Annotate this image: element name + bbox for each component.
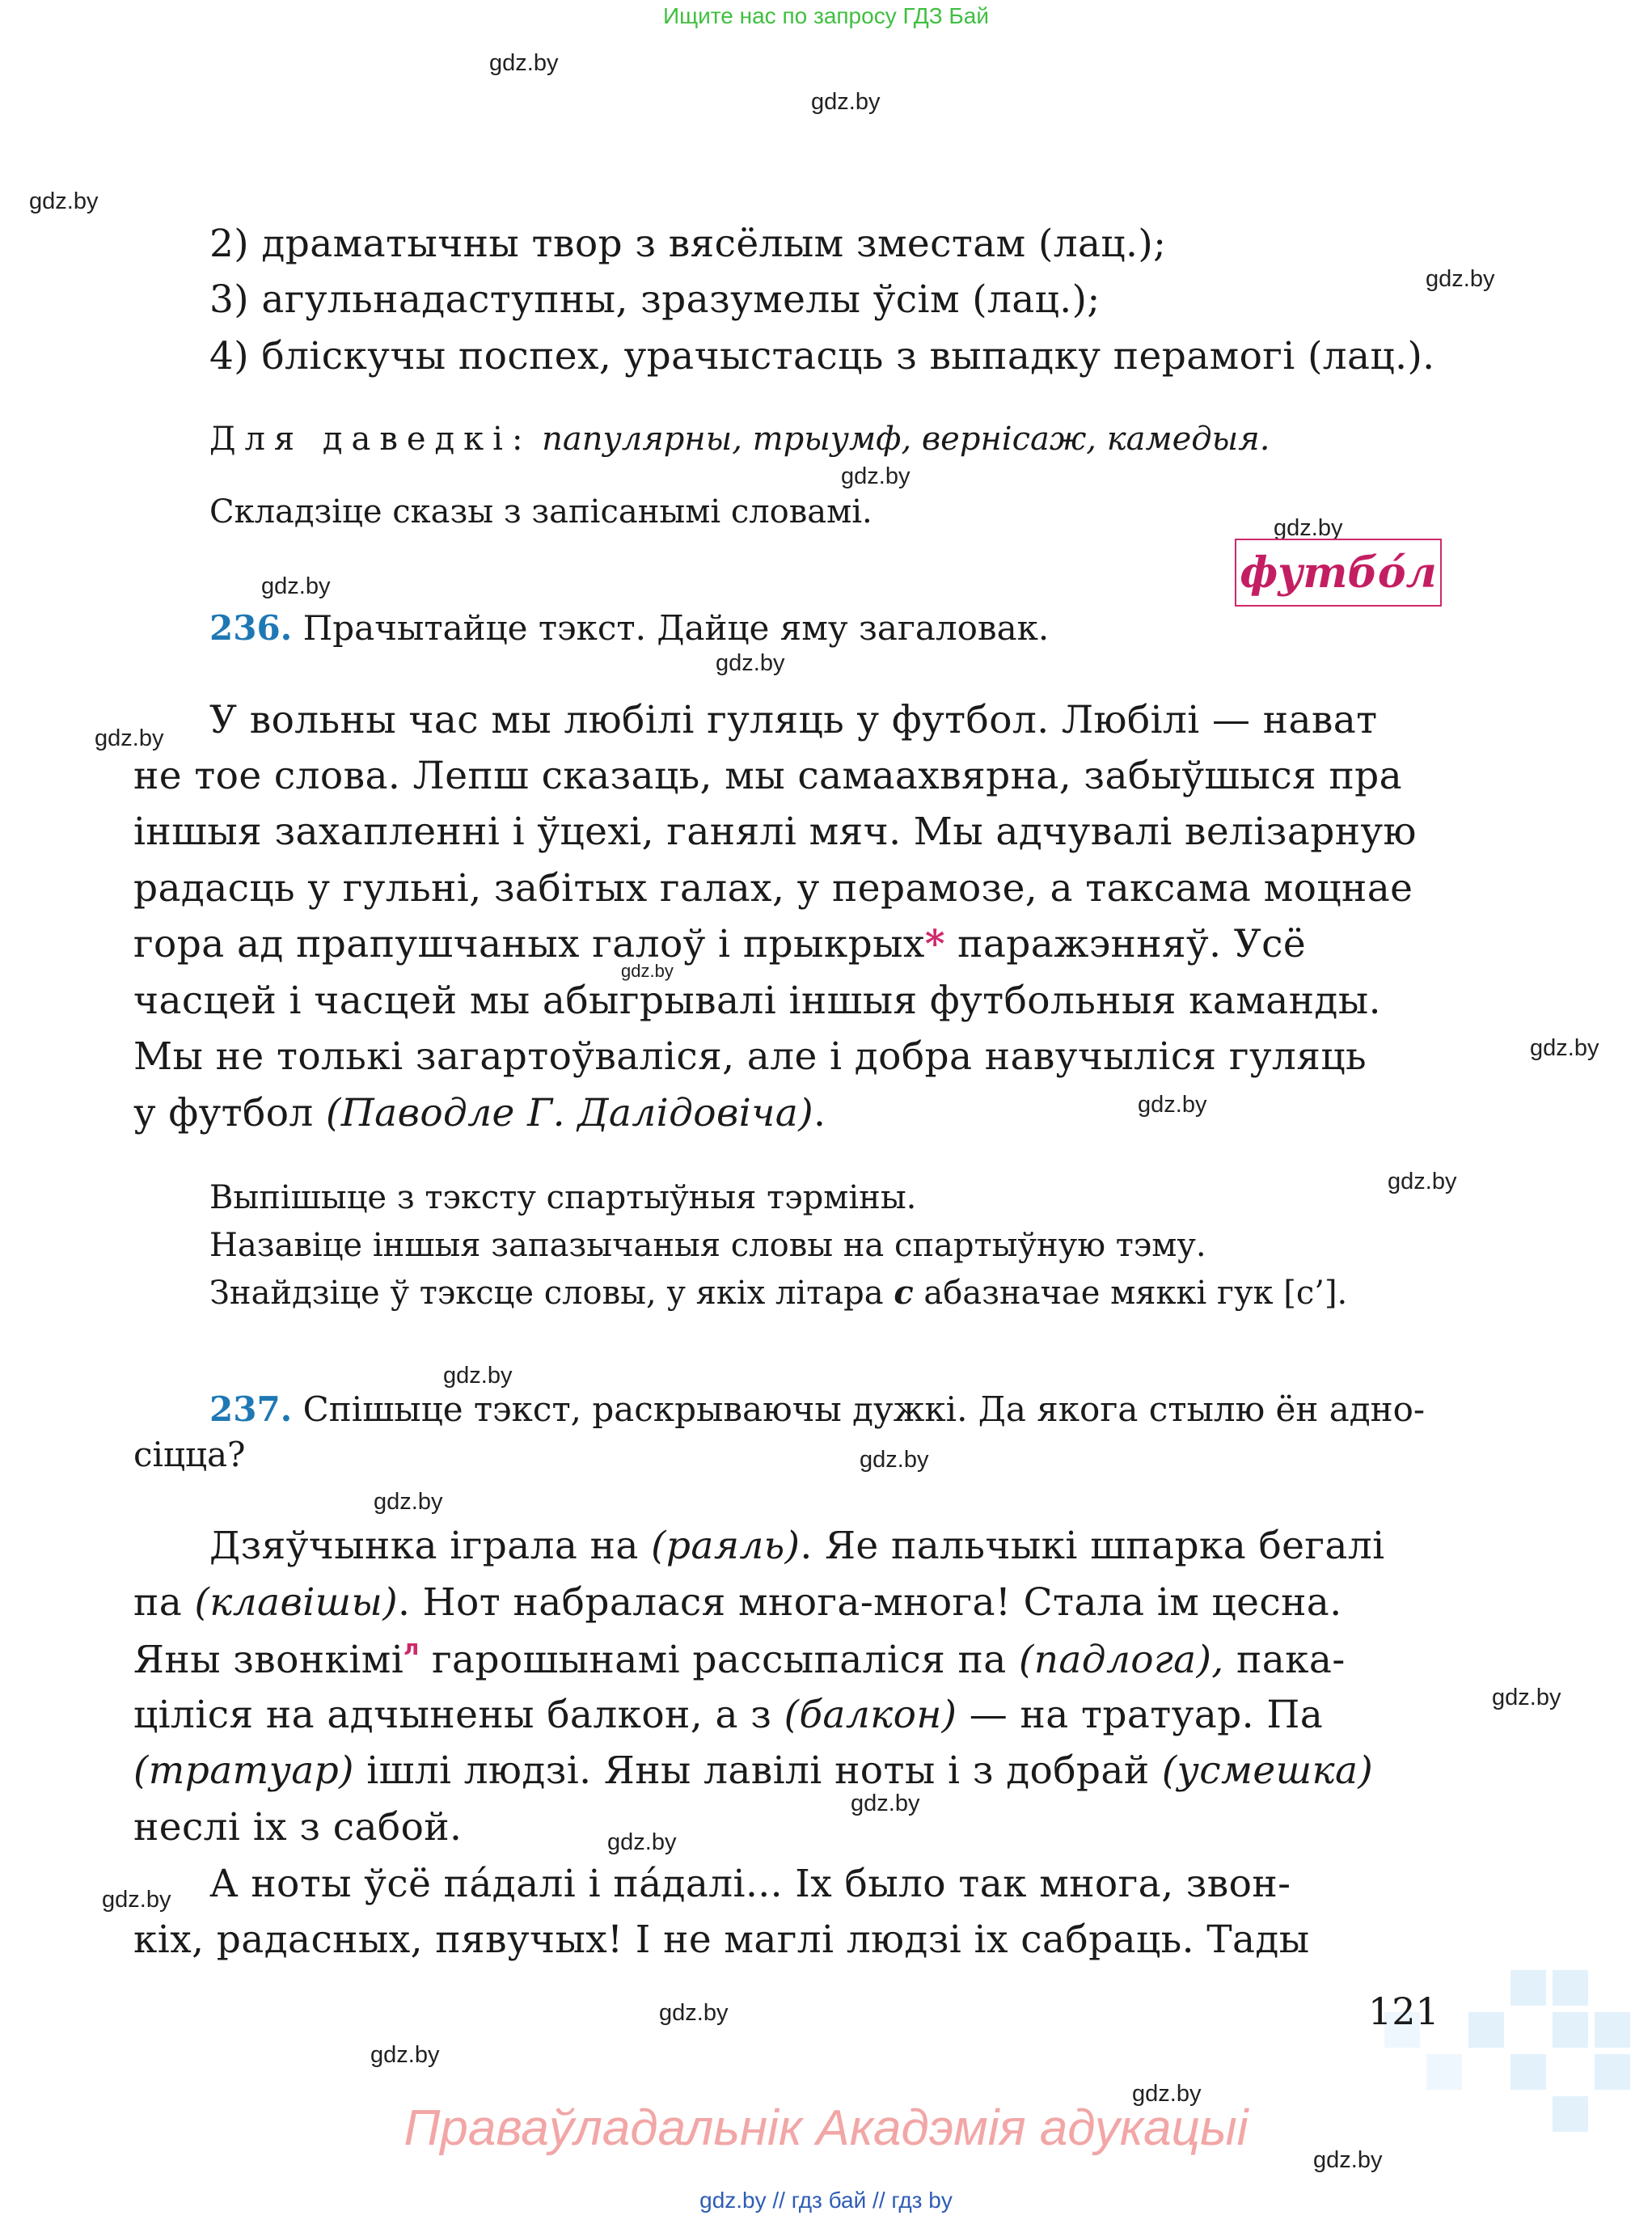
watermark: gdz.by: [851, 1791, 920, 1816]
ex236-text-line: не тое слова. Лепш сказаць, мы самаахвярна, забыўшыся пра: [133, 754, 1403, 798]
ex237-text-line: [133, 1580, 1342, 1625]
instruction-235: Складзіце сказы з запісанымі словамі.: [209, 493, 872, 531]
ex236-text-part: у футбол: [133, 1091, 327, 1135]
ex236-text-line: іншыя захапленні і ўцехі, ганялі мяч. Мы адчувалі велізарную: [133, 810, 1417, 854]
ex237-text-line: кіх, радасных, пявучых! І не маглі людзі іх сабраць. Тады: [133, 1917, 1310, 1962]
bracketed-word: (клавішы): [194, 1580, 398, 1625]
ex237-task: Спішыце тэкст, раскрываючы дужкі. Да якога стылю ён адно-: [302, 1389, 1426, 1429]
watermark: gdz.by: [716, 650, 785, 676]
watermark: gdz.by: [261, 573, 331, 599]
decor-square: [1426, 2054, 1462, 2090]
watermark: gdz.by: [659, 2000, 729, 2026]
watermark: gdz.by: [1274, 515, 1343, 541]
bracketed-word: (балкон): [784, 1693, 957, 1737]
watermark: gdz.by: [811, 89, 881, 115]
ex236-task-part: абазначае мяккі гук [с’].: [913, 1275, 1348, 1312]
ex236-task: Прачытайце тэкст. Дайце яму загаловак.: [302, 608, 1050, 648]
decor-square: [1595, 2012, 1630, 2048]
ex237-heading: [209, 1389, 1425, 1429]
reference-words: папулярны, трыумф, вернісаж, камедыя.: [542, 421, 1270, 458]
watermark: gdz.by: [621, 961, 674, 981]
watermark: gdz.by: [1132, 2081, 1202, 2107]
watermark: gdz.by: [1388, 1169, 1457, 1194]
ex236-text-part: гора ад прапушчаных галоў і прыкрых: [133, 922, 925, 966]
ex236-task-line: [209, 1274, 1347, 1312]
decor-square: [1468, 2012, 1504, 2048]
watermark: gdz.by: [370, 2042, 440, 2068]
watermark: gdz.by: [1426, 266, 1495, 292]
ex236-text-line: [133, 922, 1306, 966]
ex236-task-line: Выпішыце з тэксту спартыўныя тэрміны.: [209, 1179, 917, 1216]
watermark: gdz.by: [841, 463, 911, 489]
decor-square: [1510, 2054, 1546, 2090]
ex236-text-line: Мы не толькі загартоўваліся, але і добра навучыліся гуляць: [133, 1034, 1367, 1079]
watermark: gdz.by: [1138, 1092, 1207, 1118]
ex237-text-line: неслі іх з сабой.: [133, 1805, 463, 1850]
ex237-text-part: — на тратуар. Па: [957, 1693, 1324, 1737]
watermark: gdz.by: [443, 1363, 513, 1389]
top-banner: Ищите нас по запросу ГДЗ Бай: [662, 3, 990, 28]
reference-line: [209, 421, 1270, 458]
copyright-notice: Праваўладальнік Акадэмія адукацыі: [403, 2100, 1249, 2156]
list-item: 2) драматычны твор з вясёлым зместам (лац.);: [209, 222, 1167, 266]
watermark: gdz.by: [102, 1887, 171, 1913]
vocab-box: футбо́л: [1235, 539, 1442, 607]
watermark: gdz.by: [489, 50, 559, 76]
ex236-text-part: паражэнняў. Усё: [944, 922, 1307, 966]
ex237-text-line: [133, 1748, 1373, 1793]
ex237-text-part: Дзяўчынка іграла на: [209, 1524, 652, 1568]
ex237-text-line: [133, 1636, 1346, 1682]
ex236-text-line: радасць у гульні, забітых галах, у перамозе, а таксама моцнае: [133, 866, 1413, 911]
decor-square: [1553, 1970, 1588, 2006]
decor-square: [1595, 2054, 1630, 2090]
watermark: gdz.by: [860, 1447, 929, 1473]
bracketed-word: (усмешка): [1161, 1748, 1374, 1793]
list-item: 4) бліскучы поспех, урачыстасць з выпадку перамогі (лац.).: [209, 334, 1435, 378]
ex237-task-cont: сіцца?: [133, 1435, 246, 1474]
watermark: gdz.by: [95, 725, 164, 751]
reference-label: Для даведкі:: [209, 421, 532, 458]
ex236-task-part: Знайдзіце ў тэксце словы, у якіх літара: [209, 1275, 894, 1312]
ex237-text-part: пака-: [1223, 1638, 1346, 1682]
ex236-text-line: [133, 1091, 826, 1135]
ex236-text-part: .: [813, 1091, 826, 1135]
bracketed-word: (раяль): [651, 1524, 801, 1568]
stress-mark: л: [403, 1636, 420, 1660]
list-item: 3) агульнадаступны, зразумелы ўсім (лац.);: [209, 277, 1101, 322]
bracketed-word: (падлога),: [1018, 1638, 1224, 1682]
ex237-text-part: па: [133, 1580, 195, 1625]
watermark: gdz.by: [29, 188, 99, 214]
ex236-heading: [209, 608, 1049, 648]
watermark: gdz.by: [374, 1489, 443, 1515]
ex237-text-line: [133, 1693, 1323, 1737]
ex237-text-part: ішлі людзі. Яны лавілі ноты і з добрай: [353, 1748, 1162, 1793]
footnote-star: *: [924, 922, 945, 966]
ex237-text-line: [209, 1524, 1385, 1568]
letter-s: с: [894, 1274, 914, 1312]
ex237-text-part: . Нот набралася многа-многа! Стала ім цесна.: [397, 1580, 1342, 1625]
watermark: gdz.by: [1530, 1035, 1599, 1061]
ex236-text-line: часцей і часцей мы абыгрывалі іншыя футбольныя каманды.: [133, 979, 1381, 1023]
ex236-task-line: Назавіце іншыя запазычаныя словы на спартыўную тэму.: [209, 1227, 1206, 1264]
ex236-number: 236.: [209, 608, 293, 648]
decor-square: [1553, 2012, 1588, 2048]
source-attribution: (Паводле Г. Далідовіча): [326, 1091, 813, 1135]
ex237-text-part: ціліся на адчынены балкон, а з: [133, 1693, 784, 1737]
ex237-text-part: Яны звонкімі: [133, 1638, 404, 1682]
ex237-text-part: . Яе пальчыкі шпарка бегалі: [800, 1524, 1385, 1568]
ex236-text-line: У вольны час мы любілі гуляць у футбол. Любілі — нават: [209, 698, 1378, 742]
decor-square: [1510, 1970, 1546, 2006]
watermark: gdz.by: [1492, 1685, 1561, 1710]
bracketed-word: (тратуар): [133, 1748, 354, 1793]
watermark: gdz.by: [1313, 2147, 1383, 2173]
ex237-text-part: гарошынамі рассыпаліся па: [419, 1638, 1019, 1682]
bottom-banner: gdz.by // гдз бай // гдз by: [699, 2188, 953, 2213]
ex237-number: 237.: [209, 1389, 293, 1429]
watermark: gdz.by: [607, 1829, 677, 1855]
ex237-text-line: А ноты ўсё па́далі і па́далі... Іх было так многа, звон-: [209, 1862, 1291, 1906]
page-number: 121: [1368, 1989, 1439, 2033]
